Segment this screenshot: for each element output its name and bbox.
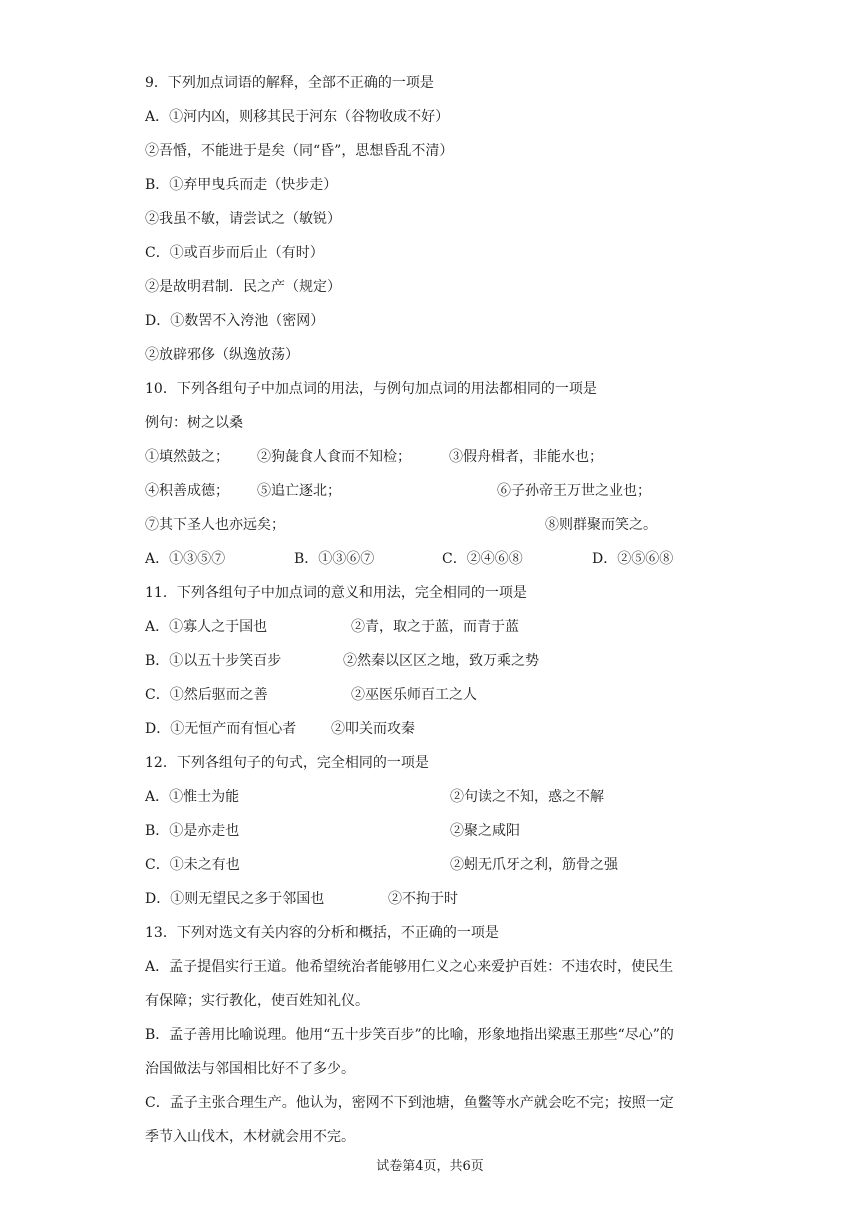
page-footer: 试卷第4页，共6页 xyxy=(376,1159,484,1174)
q13-option-b-2 xyxy=(145,1052,745,1086)
option-text: B．孟子善用比喻说理。他用“五十步笑百步”的比喻，形象地指出梁惠王那些“尽心”的 xyxy=(145,1027,674,1043)
exam-page-content xyxy=(145,66,745,1154)
option-text: C．①然后驱而之善 xyxy=(145,687,268,703)
question-11-stem: 11．下列各组句子中加点词的意义和用法，完全相同的一项是 xyxy=(145,585,527,601)
q10-sentences-row-3 xyxy=(145,508,745,542)
option-text: 有保障；实行教化，使百姓知礼仪。 xyxy=(145,993,369,1009)
q9-option-c-1 xyxy=(145,236,745,270)
sentence-item: ⑤追亡逐北； xyxy=(257,483,341,499)
option-text: ②巫医乐师百工之人 xyxy=(351,687,477,703)
sentence-item: ②狗彘食人食而不知检； xyxy=(257,449,411,465)
q10-options xyxy=(145,542,745,576)
option-c: C．②④⑥⑧ xyxy=(442,551,523,567)
option-b: B．①③⑥⑦ xyxy=(294,551,375,567)
question-12-stem: 12．下列各组句子的句式，完全相同的一项是 xyxy=(145,755,429,771)
q12-stem xyxy=(145,746,745,780)
option-text: ②句读之不知，惑之不解 xyxy=(450,789,604,805)
option-text: A．①河内凶，则移其民于河东（谷物收成不好） xyxy=(145,109,450,125)
q12-option-b xyxy=(145,814,745,848)
option-text: D．①则无望民之多于邻国也 xyxy=(145,891,325,907)
option-text: 治国做法与邻国相比好不了多少。 xyxy=(145,1061,355,1077)
q13-option-c-1 xyxy=(145,1086,745,1120)
q13-stem xyxy=(145,916,745,950)
option-text: C．孟子主张合理生产。他认为，密网不下到池塘，鱼鳖等水产就会吃不完；按照一定 xyxy=(145,1095,674,1111)
q11-option-c xyxy=(145,678,745,712)
option-text: A．①惟士为能 xyxy=(145,789,240,805)
q9-option-c-2 xyxy=(145,270,745,304)
option-text: ②聚之咸阳 xyxy=(450,823,520,839)
q10-sentences-row-2 xyxy=(145,474,745,508)
option-text: B．①弃甲曳兵而走（快步走） xyxy=(145,177,338,193)
q9-stem xyxy=(145,66,745,100)
q9-option-a-2 xyxy=(145,134,745,168)
sentence-item: ①填然鼓之； xyxy=(145,449,229,465)
q13-option-a-2 xyxy=(145,984,745,1018)
option-text: ②吾惛，不能进于是矣（同“昏”，思想昏乱不清） xyxy=(145,143,454,159)
option-text: ②蚓无爪牙之利，筋骨之强 xyxy=(450,857,618,873)
question-9-stem: 9．下列加点词语的解释，全部不正确的一项是 xyxy=(145,75,434,91)
option-a: A．①③⑤⑦ xyxy=(145,551,226,567)
q12-option-d xyxy=(145,882,745,916)
option-text: D．①数罟不入洿池（密网） xyxy=(145,313,325,329)
sentence-item: ④积善成德； xyxy=(145,483,229,499)
sentence-item: ⑥子孙帝王万世之业也； xyxy=(497,483,651,499)
option-text: ②我虽不敏，请尝试之（敏锐） xyxy=(145,211,341,227)
option-text: A．①寡人之于国也 xyxy=(145,619,268,635)
sentence-item: ③假舟楫者，非能水也； xyxy=(449,449,603,465)
option-text: ②青，取之于蓝，而青于蓝 xyxy=(351,619,519,635)
q11-option-b xyxy=(145,644,745,678)
option-text: 季节入山伐木，木材就会用不完。 xyxy=(145,1129,355,1145)
sentence-item: ⑧则群聚而笑之。 xyxy=(545,517,657,533)
q11-option-d xyxy=(145,712,745,746)
q11-stem xyxy=(145,576,745,610)
option-text: C．①未之有也 xyxy=(145,857,240,873)
q9-option-d-2 xyxy=(145,338,745,372)
option-text: ②不拘于时 xyxy=(388,891,458,907)
q9-option-b-2 xyxy=(145,202,745,236)
question-13-stem: 13．下列对选文有关内容的分析和概括，不正确的一项是 xyxy=(145,925,499,941)
option-text: ②然秦以区区之地，致万乘之势 xyxy=(343,653,539,669)
q12-option-c xyxy=(145,848,745,882)
q10-example xyxy=(145,406,745,440)
q9-option-a-1 xyxy=(145,100,745,134)
option-text: A．孟子提倡实行王道。他希望统治者能够用仁义之心来爱护百姓：不违农时，使民生 xyxy=(145,959,674,975)
q10-sentences-row-1 xyxy=(145,440,745,474)
q10-stem xyxy=(145,372,745,406)
example-sentence: 例句：树之以桑 xyxy=(145,415,243,431)
option-text: D．①无恒产而有恒心者 xyxy=(145,721,297,737)
sentence-item: ⑦其下圣人也亦远矣； xyxy=(145,517,285,533)
option-text: B．①是亦走也 xyxy=(145,823,240,839)
q13-option-c-2 xyxy=(145,1120,745,1154)
option-text: ②叩关而攻秦 xyxy=(331,721,415,737)
q9-option-b-1 xyxy=(145,168,745,202)
option-text: ②是故明君制．民之产（规定） xyxy=(145,279,341,295)
option-text: B．①以五十步笑百步 xyxy=(145,653,282,669)
q12-option-a xyxy=(145,780,745,814)
option-d: D．②⑤⑥⑧ xyxy=(592,551,674,567)
q11-option-a xyxy=(145,610,745,644)
option-text: C．①或百步而后止（有时） xyxy=(145,245,324,261)
question-10-stem: 10．下列各组句子中加点词的用法，与例句加点词的用法都相同的一项是 xyxy=(145,381,597,397)
option-text: ②放辟邪侈（纵逸放荡） xyxy=(145,347,299,363)
q13-option-b-1 xyxy=(145,1018,745,1052)
q9-option-d-1 xyxy=(145,304,745,338)
q13-option-a-1 xyxy=(145,950,745,984)
